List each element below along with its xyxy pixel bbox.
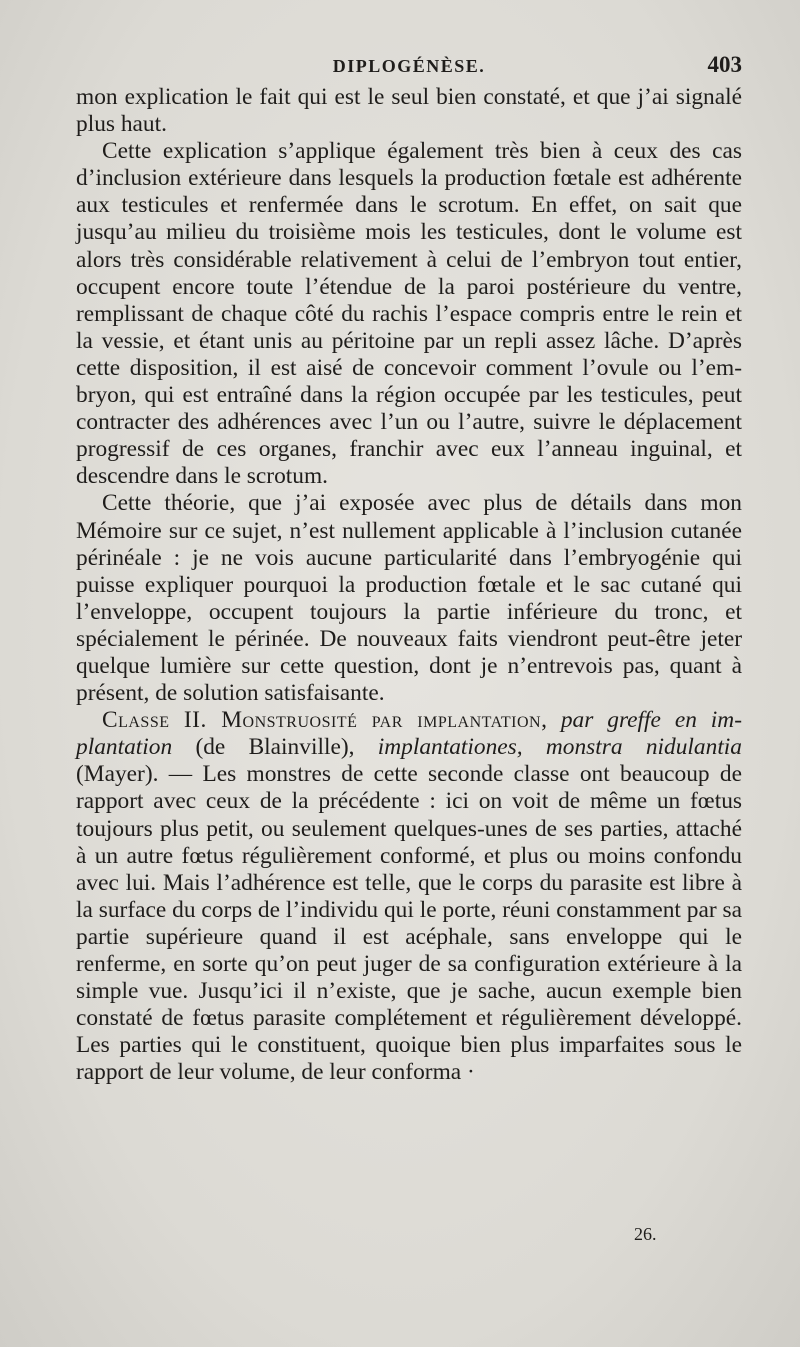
- paragraph-classe-ii: Classe II. Monstruosité par implantation, par greffe en implantation (de Blainville), implantationes, monstra nidulantia (Mayer). — Les monstres de cette seconde classe ont beaucoup de rapport avec ceux de la précédente : ici on voit de même un fœtus toujours plus petit, ou seulement quelques-unes de ses parties, attaché à un autre fœtus régulièrement conformé, et plus ou moins confondu avec lui. Mais l’adhérence est telle, que le corps du parasite est libre à la surface du corps de l’individu qui le porte, réuni constamment par sa partie supérieure quand il est acéphale, sans enveloppe qui le renferme, en sorte qu’on peut juger de sa configuration extérieure à la simple vue. Jusqu’ici il n’existe, que je sache, aucun exemple bien constaté de fœtus parasite complétement et régulièrement développé. Les parties qui le constituent, quoique bien plus imparfaites sous le rapport de leur volume, de leur conforma ·: [76, 707, 743, 1086]
- text-classe-ii-body: (Mayer). — Les monstres de cette seconde classe ont beaucoup de rapport avec ceux de la précédente : ici on voit de même un fœtus toujours plus petit, ou seulement quelques-unes de ses parties, attaché à un autre fœtus régulièrement conformé, et plus ou moins confondu avec lui. Mais l’adhérence est telle, que le corps du parasite est libre à la surface du corps de l’individu qui le porte, réuni constamment par sa partie supérieure quand il est acéphale, sans enveloppe qui le renferme, en sorte qu’on peut juger de sa configuration extérieure à la simple vue. Jusqu’ici il n’existe, que je sache, aucun exemple bien constaté de fœtus parasite complétement et régulièrement développé. Les parties qui le constituent, quoique bien plus imparfaites sous le rapport de leur volume, de leur conforma ·: [76, 761, 742, 1086]
- paragraph-continuation: mon explication le fait qui est le seul bien constaté, et que j’ai signalé plus haut.: [76, 84, 742, 138]
- signature-mark: 26.: [634, 1224, 657, 1244]
- page-header: [76, 52, 742, 84]
- term-greffe: par greffe en implantation: [76, 707, 742, 761]
- class-heading: Classe II. Monstruosité par implantation: [102, 707, 542, 734]
- text-blainville: (de Blainville),: [172, 734, 378, 761]
- paragraph-theorie: Cette théorie, que j’ai exposée avec plus de détails dans mon Mémoire sur ce sujet, n’est nullement applicable à l’inclusion cutanée périnéale : je ne vois aucune particularité dans l’embryogénie qui puisse expliquer pourquoi la production fœtale et le sac cutané qui l’enveloppe, occupent toujours la partie inférieure du tronc, et spécialement le périnée. De nouveaux faits viendront peut-être jeter quelque lumière sur cette question, dont je n’entrevois pas, quant à présent, de solution satisfaisante.: [76, 490, 742, 707]
- term-implantationes: implantationes, monstra nidulantia: [377, 734, 743, 761]
- page-number: 403: [707, 52, 742, 77]
- paragraph-explication: Cette explication s’applique également très bien à ceux des cas d’inclusion extérieure dans lesquels la production fœtale est adhérente aux testicules et renfermée dans le scrotum. En effet, on sait que jusqu’au milieu du troisième mois les testicules, dont le volume est alors très considérable relativement à celui de l’embryon tout entier, occupent encore toute l’étendue de la paroi postérieure du ventre, remplissant de chaque côté du rachis l’espace compris entre le rein et la vessie, et étant unis au péritoine par un repli assez lâche. D’après cette disposition, il est aisé de concevoir comment l’ovule ou l’embryon, qui est entraîné dans la région occupée par les testicules, peut contracter des adhérences avec l’un ou l’autre, suivre le déplacement progressif de ces organes, franchir avec eux l’anneau inguinal, et descendre dans le scrotum.: [76, 138, 742, 490]
- body-text: [76, 84, 742, 1086]
- running-title: DIPLOGÉNÈSE.: [332, 56, 486, 76]
